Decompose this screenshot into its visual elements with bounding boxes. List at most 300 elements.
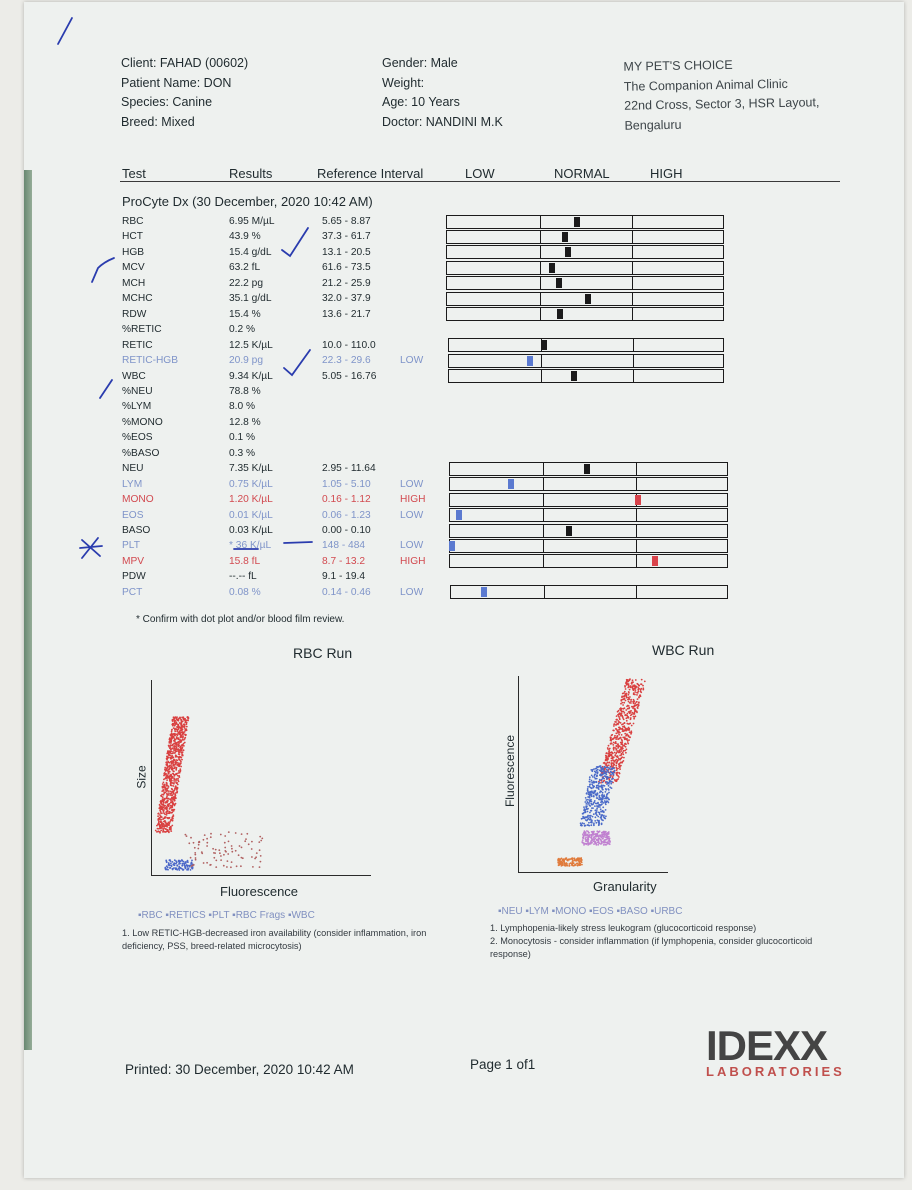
reference-interval: 10.0 - 110.0 <box>322 339 376 351</box>
scatter-dot <box>610 783 612 785</box>
scatter-dot <box>170 812 172 814</box>
scatter-dot <box>625 728 627 730</box>
scatter-dot <box>175 860 177 862</box>
scatter-dot <box>169 812 171 814</box>
scatter-dot <box>584 818 586 820</box>
scatter-dot <box>598 822 600 824</box>
clinic-info <box>623 54 820 135</box>
scatter-dot <box>180 762 182 764</box>
scatter-dot <box>190 869 192 871</box>
scatter-dot <box>594 778 596 780</box>
reference-interval: 37.3 - 61.7 <box>322 231 371 243</box>
scatter-dot <box>166 753 168 755</box>
scatter-dot <box>581 859 583 861</box>
scatter-dot <box>596 839 598 841</box>
scatter-dot <box>210 833 212 835</box>
scatter-dot <box>598 782 600 784</box>
scatter-dot <box>163 812 165 814</box>
result-flag: LOW <box>400 540 424 552</box>
scatter-dot <box>599 806 601 808</box>
scatter-dot <box>190 857 192 859</box>
scatter-dot <box>167 756 169 758</box>
scatter-dot <box>164 773 166 775</box>
scatter-dot <box>617 747 619 749</box>
scatter-dot <box>613 774 615 776</box>
scatter-dot <box>168 742 170 744</box>
range-divider <box>632 216 633 228</box>
range-divider <box>543 509 544 521</box>
scatter-dot <box>163 782 165 784</box>
scatter-dot <box>621 708 623 710</box>
scatter-dot <box>181 727 183 729</box>
scatter-dot <box>603 842 605 844</box>
scatter-dot <box>182 720 184 722</box>
scatter-dot <box>173 783 175 785</box>
scatter-dot <box>622 730 624 732</box>
result-value: 0.01 K/µL <box>229 509 273 521</box>
scatter-dot <box>637 689 639 691</box>
scatter-dot <box>621 715 623 717</box>
scatter-dot <box>596 807 598 809</box>
scatter-dot <box>634 713 636 715</box>
scatter-dot <box>219 852 221 854</box>
scatter-dot <box>600 791 602 793</box>
scatter-dot <box>588 842 590 844</box>
scatter-dot <box>627 687 629 689</box>
range-bar <box>449 539 728 553</box>
scatter-dot <box>603 794 605 796</box>
range-divider <box>544 586 545 598</box>
scatter-dot <box>590 793 592 795</box>
scatter-dot <box>622 702 624 704</box>
range-divider <box>633 339 634 351</box>
scatter-dot <box>214 852 216 854</box>
result-flag: LOW <box>400 355 424 367</box>
reference-interval: 0.16 - 1.12 <box>322 494 371 506</box>
scatter-dot <box>631 712 633 714</box>
scatter-dot <box>170 775 172 777</box>
reference-interval: 2.95 - 11.64 <box>322 463 376 475</box>
scatter-dot <box>620 754 622 756</box>
scatter-dot <box>581 864 583 866</box>
scatter-dot <box>634 685 636 687</box>
scatter-dot <box>591 775 593 777</box>
scatter-dot <box>617 732 619 734</box>
scatter-dot <box>637 690 639 692</box>
scatter-dot <box>227 860 229 862</box>
scatter-dot <box>162 783 164 785</box>
scatter-dot <box>220 859 222 861</box>
result-row <box>122 291 442 306</box>
scatter-dot <box>173 867 175 869</box>
scatter-dot <box>642 689 644 691</box>
result-marker <box>527 356 533 366</box>
scatter-dot <box>254 858 256 860</box>
scatter-dot <box>584 825 586 827</box>
range-divider <box>540 216 541 228</box>
scatter-dot <box>627 735 629 737</box>
scatter-dot <box>615 724 617 726</box>
scatter-dot <box>611 752 613 754</box>
scatter-dot <box>623 702 625 704</box>
scatter-dot <box>593 781 595 783</box>
scatter-dot <box>591 796 593 798</box>
scatter-dot <box>608 772 610 774</box>
scatter-dot <box>628 692 630 694</box>
result-value: 9.34 K/µL <box>229 370 273 382</box>
scatter-dot <box>609 768 611 770</box>
scatter-dot <box>630 687 632 689</box>
scatter-dot <box>158 821 160 823</box>
scatter-dot <box>607 782 609 784</box>
scatter-dot <box>173 743 175 745</box>
scatter-dot <box>589 776 591 778</box>
range-divider <box>543 494 544 506</box>
scatter-dot <box>170 744 172 746</box>
scatter-dot <box>603 778 605 780</box>
scatter-dot <box>628 739 630 741</box>
scatter-dot <box>168 792 170 794</box>
scatter-dot <box>591 834 593 836</box>
scatter-dot <box>626 679 628 681</box>
scatter-dot <box>640 691 642 693</box>
scatter-dot <box>619 773 621 775</box>
scatter-dot <box>175 797 177 799</box>
scatter-dot <box>244 840 246 842</box>
scatter-dot <box>618 734 620 736</box>
scatter-dot <box>628 701 630 703</box>
scatter-dot <box>630 730 632 732</box>
scatter-dot <box>241 833 243 835</box>
range-bar <box>449 508 728 522</box>
scatter-dot <box>251 841 253 843</box>
scatter-dot <box>175 756 177 758</box>
result-marker <box>508 479 514 489</box>
scatter-dot <box>601 823 603 825</box>
scatter-dot <box>592 803 594 805</box>
wbc-note-1: 1. Lymphopenia-likely stress leukogram (glucocorticoid response) <box>490 923 757 933</box>
scatter-dot <box>164 820 166 822</box>
scatter-dot <box>206 862 208 864</box>
scatter-dot <box>635 705 637 707</box>
scatter-dot <box>627 697 629 699</box>
scatter-dot <box>179 750 181 752</box>
scatter-dot <box>609 748 611 750</box>
scatter-dot <box>626 720 628 722</box>
scatter-dot <box>625 695 627 697</box>
result-value: 15.4 g/dL <box>229 246 272 258</box>
scatter-dot <box>627 717 629 719</box>
scatter-dot <box>608 785 610 787</box>
scatter-dot <box>601 771 603 773</box>
scatter-dot <box>166 794 168 796</box>
scatter-dot <box>172 761 174 763</box>
test-name: NEU <box>122 463 144 475</box>
scatter-dot <box>194 852 196 854</box>
scatter-dot <box>606 769 608 771</box>
scatter-dot <box>599 795 601 797</box>
scatter-dot <box>601 800 603 802</box>
result-value: 6.95 M/µL <box>229 216 275 227</box>
scatter-dot <box>228 831 230 833</box>
scatter-dot <box>593 824 595 826</box>
scatter-dot <box>160 812 162 814</box>
test-name: %RETIC <box>122 324 162 336</box>
scatter-dot <box>597 819 599 821</box>
scatter-dot <box>173 752 175 754</box>
scatter-dot <box>630 700 632 702</box>
scatter-dot <box>206 842 208 844</box>
scatter-dot <box>592 785 594 787</box>
scatter-dot <box>607 747 609 749</box>
scatter-dot <box>176 747 178 749</box>
scatter-dot <box>168 769 170 771</box>
scatter-dot <box>175 785 177 787</box>
scatter-dot <box>182 869 184 871</box>
scatter-dot <box>585 799 587 801</box>
scatter-dot <box>602 782 604 784</box>
scatter-dot <box>634 708 636 710</box>
scatter-dot <box>246 833 248 835</box>
scatter-dot <box>563 860 565 862</box>
scatter-dot <box>164 778 166 780</box>
scatter-dot <box>175 868 177 870</box>
scatter-dot <box>178 863 180 865</box>
scatter-dot <box>597 766 599 768</box>
scatter-dot <box>614 779 616 781</box>
result-flag: HIGH <box>400 555 426 567</box>
scatter-dot <box>625 682 627 684</box>
scatter-dot <box>625 693 627 695</box>
scatter-dot <box>162 818 164 820</box>
reference-interval: 0.06 - 1.23 <box>322 509 371 521</box>
scatter-dot <box>179 739 181 741</box>
scatter-dot <box>157 815 159 817</box>
scatter-dot <box>184 737 186 739</box>
reference-interval: 8.7 - 13.2 <box>322 555 366 567</box>
scatter-dot <box>594 776 596 778</box>
scatter-dot <box>601 842 603 844</box>
scatter-dot <box>619 718 621 720</box>
scatter-dot <box>623 750 625 752</box>
range-divider <box>633 355 634 367</box>
scatter-dot <box>169 778 171 780</box>
scatter-dot <box>626 733 628 735</box>
scatter-dot <box>225 851 227 853</box>
range-divider <box>636 478 637 490</box>
scatter-dot <box>198 841 200 843</box>
scatter-dot <box>169 798 171 800</box>
scatter-dot <box>179 768 181 770</box>
scatter-dot <box>600 808 602 810</box>
scatter-dot <box>239 845 241 847</box>
scatter-dot <box>174 724 176 726</box>
scatter-dot <box>165 801 167 803</box>
scatter-dot <box>609 752 611 754</box>
scatter-dot <box>601 803 603 805</box>
age-line: Age: 10 Years <box>382 95 460 109</box>
scatter-dot <box>191 867 193 869</box>
scatter-dot <box>617 724 619 726</box>
scatter-dot <box>166 759 168 761</box>
result-value: 0.2 % <box>229 324 256 336</box>
scatter-dot <box>172 785 174 787</box>
scatter-dot <box>585 797 587 799</box>
scatter-dot <box>167 750 169 752</box>
scatter-dot <box>178 743 180 745</box>
scatter-dot <box>564 863 566 865</box>
scatter-dot <box>168 805 170 807</box>
scatter-dot <box>259 836 261 838</box>
range-bar <box>449 493 728 507</box>
scatter-dot <box>631 706 633 708</box>
scatter-dot <box>598 786 600 788</box>
scatter-dot <box>637 705 639 707</box>
range-bar <box>450 585 728 599</box>
scatter-dot <box>197 848 199 850</box>
scatter-dot <box>610 739 612 741</box>
scatter-dot <box>165 825 167 827</box>
scatter-dot <box>623 757 625 759</box>
result-marker <box>566 526 572 536</box>
scatter-dot <box>183 863 185 865</box>
scatter-dot <box>589 812 591 814</box>
result-value: 15.8 fL <box>229 555 261 567</box>
scatter-dot <box>181 752 183 754</box>
pen-stroke-corner <box>58 18 72 44</box>
range-divider <box>632 231 633 243</box>
wbc-legend: ▪NEU ▪LYM ▪MONO ▪EOS ▪BASO ▪URBC <box>498 906 683 917</box>
scatter-dot <box>159 804 161 806</box>
scatter-dot <box>176 778 178 780</box>
scatter-dot <box>169 757 171 759</box>
scatter-dot <box>170 794 172 796</box>
scatter-dot <box>169 859 171 861</box>
scatter-dot <box>178 764 180 766</box>
scatter-dot <box>595 812 597 814</box>
scatter-dot <box>615 765 617 767</box>
range-divider <box>636 540 637 552</box>
scatter-dot <box>601 819 603 821</box>
test-name: HGB <box>122 246 145 258</box>
scatter-dot <box>585 805 587 807</box>
scatter-dot <box>584 801 586 803</box>
scatter-dot <box>166 814 168 816</box>
scatter-dot <box>172 770 174 772</box>
scatter-dot <box>594 820 596 822</box>
scatter-dot <box>175 769 177 771</box>
rbc-run-title: RBC Run <box>293 645 353 661</box>
result-row <box>122 446 442 461</box>
scatter-dot <box>173 862 175 864</box>
scatter-dot <box>177 779 179 781</box>
scatter-dot <box>561 858 563 860</box>
scatter-dot <box>162 825 164 827</box>
scatter-dot <box>625 746 627 748</box>
scatter-dot <box>623 745 625 747</box>
result-row <box>122 322 442 337</box>
scatter-dot <box>176 726 178 728</box>
scatter-dot <box>615 732 617 734</box>
scatter-dot <box>611 763 613 765</box>
scatter-dot <box>600 782 602 784</box>
result-value: 12.5 K/µL <box>229 339 273 351</box>
scatter-dot <box>606 757 608 759</box>
scatter-dot <box>609 754 611 756</box>
result-value: 0.75 K/µL <box>229 478 273 490</box>
result-value: 0.08 % <box>229 586 261 598</box>
scatter-dot <box>623 725 625 727</box>
scatter-dot <box>602 792 604 794</box>
patient-details <box>382 54 503 132</box>
scatter-dot <box>636 712 638 714</box>
clinic-name: MY PET'S CHOICE <box>623 57 733 74</box>
scatter-dot <box>625 700 627 702</box>
scatter-dot <box>610 780 612 782</box>
scatter-dot <box>190 862 192 864</box>
test-name: RETIC-HGB <box>122 355 179 367</box>
scatter-dot <box>166 817 168 819</box>
scatter-dot <box>169 803 171 805</box>
result-value: --.-- fL <box>229 571 257 583</box>
range-divider <box>632 277 633 289</box>
scatter-dot <box>187 861 189 863</box>
scatter-dot <box>624 685 626 687</box>
scatter-dot <box>169 750 171 752</box>
scatter-dot <box>597 816 599 818</box>
scatter-dot <box>156 825 158 827</box>
scatter-dot <box>168 776 170 778</box>
scatter-dot <box>163 805 165 807</box>
scatter-dot <box>634 691 636 693</box>
scatter-dot <box>248 843 250 845</box>
scatter-dot <box>571 863 573 865</box>
scatter-dot <box>578 858 580 860</box>
scatter-dot <box>583 806 585 808</box>
scatter-dot <box>599 813 601 815</box>
scatter-dot <box>178 745 180 747</box>
scatter-dot <box>626 738 628 740</box>
scatter-dot <box>177 760 179 762</box>
range-divider <box>636 509 637 521</box>
scatter-dot <box>629 678 631 680</box>
scatter-dot <box>595 822 597 824</box>
scatter-dot <box>603 815 605 817</box>
scatter-dot <box>173 864 175 866</box>
scatter-dot <box>619 727 621 729</box>
scatter-dot <box>168 794 170 796</box>
scatter-dot <box>213 857 215 859</box>
scatter-dot <box>605 791 607 793</box>
scatter-dot <box>622 704 624 706</box>
wbc-dot-cloud <box>500 676 680 876</box>
scatter-dot <box>604 766 606 768</box>
scatter-dot <box>612 768 614 770</box>
scatter-dot <box>589 815 591 817</box>
result-row <box>122 585 442 600</box>
scatter-dot <box>178 762 180 764</box>
scatter-dot <box>616 779 618 781</box>
scatter-dot <box>632 681 634 683</box>
scatter-dot <box>608 836 610 838</box>
scatter-dot <box>630 710 632 712</box>
scatter-dot <box>157 819 159 821</box>
scatter-dot <box>242 857 244 859</box>
result-row <box>122 399 442 414</box>
scatter-dot <box>198 844 200 846</box>
scatter-dot <box>624 750 626 752</box>
scatter-dot <box>595 843 597 845</box>
